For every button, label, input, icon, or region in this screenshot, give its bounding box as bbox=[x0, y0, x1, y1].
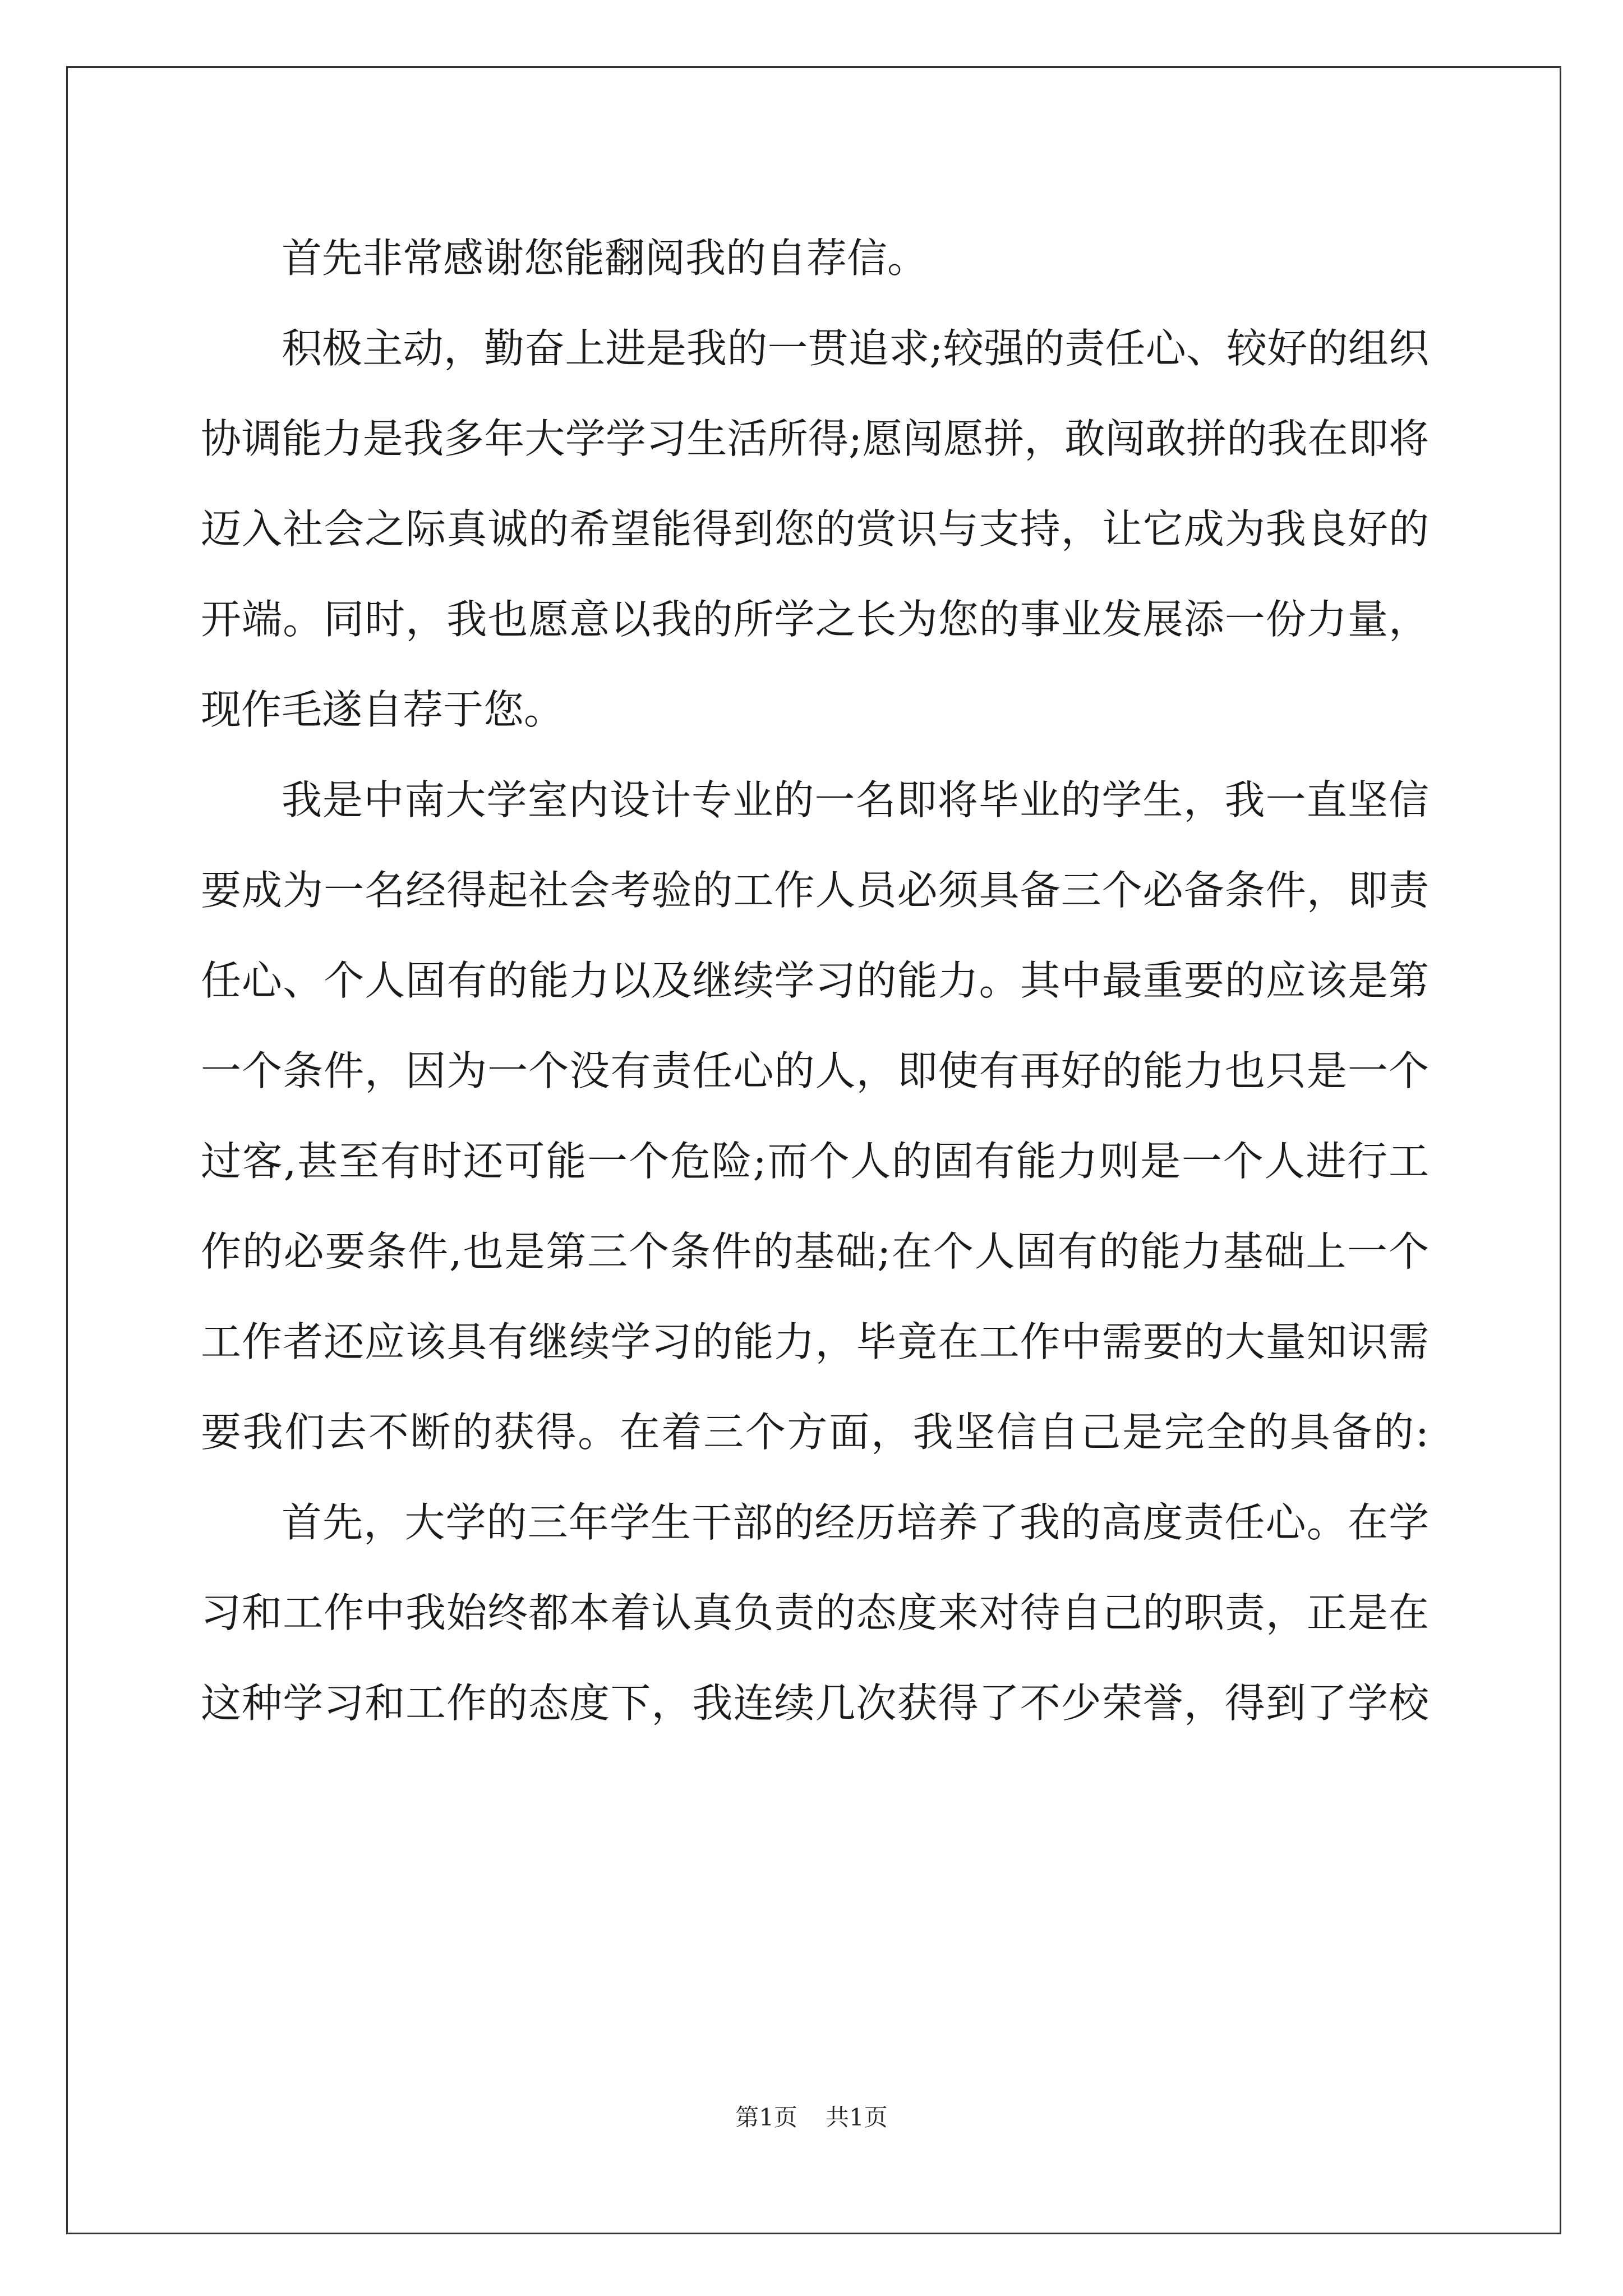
page-total: 共1页 bbox=[826, 2104, 888, 2131]
text-line: 迈入社会之际真诚的希望能得到您的赏识与支持，让它成为我良好的 bbox=[201, 505, 1429, 553]
page-footer bbox=[0, 2101, 1623, 2134]
text-line: 过客,甚至有时还可能一个危险;而个人的固有能力则是一个人进行工 bbox=[201, 1138, 1429, 1185]
text-line: 积极主动，勤奋上进是我的一贯追求;较强的责任心、较好的组织 bbox=[282, 325, 1429, 372]
document-body bbox=[201, 213, 1429, 1749]
text-line: 要成为一名经得起社会考验的工作人员必须具备三个必备条件，即责 bbox=[201, 867, 1429, 914]
text-line: 这种学习和工作的态度下，我连续几次获得了不少荣誉，得到了学校 bbox=[201, 1680, 1429, 1727]
text-line: 作的必要条件,也是第三个条件的基础;在个人固有的能力基础上一个 bbox=[201, 1228, 1429, 1275]
page-number: 第1页 bbox=[735, 2104, 797, 2131]
text-line: 首先非常感谢您能翻阅我的自荐信。 bbox=[282, 234, 928, 282]
text-line: 首先，大学的三年学生干部的经历培养了我的高度责任心。在学 bbox=[282, 1499, 1429, 1546]
text-line: 工作者还应该具有继续学习的能力，毕竟在工作中需要的大量知识需 bbox=[201, 1318, 1429, 1365]
text-line: 要我们去不断的获得。在着三个方面，我坚信自己是完全的具备的: bbox=[201, 1409, 1429, 1456]
text-line: 任心、个人固有的能力以及继续学习的能力。其中最重要的应该是第 bbox=[201, 957, 1429, 1004]
text-line: 开端。同时，我也愿意以我的所学之长为您的事业发展添一份力量， bbox=[201, 596, 1429, 643]
text-line: 我是中南大学室内设计专业的一名即将毕业的学生，我一直坚信 bbox=[282, 776, 1429, 823]
text-line: 现作毛遂自荐于您。 bbox=[201, 686, 565, 733]
text-line: 习和工作中我始终都本着认真负责的态度来对待自己的职责，正是在 bbox=[201, 1589, 1429, 1636]
text-line: 一个条件，因为一个没有责任心的人，即使有再好的能力也只是一个 bbox=[201, 1047, 1429, 1094]
text-line: 协调能力是我多年大学学习生活所得;愿闯愿拼，敢闯敢拼的我在即将 bbox=[201, 415, 1429, 462]
